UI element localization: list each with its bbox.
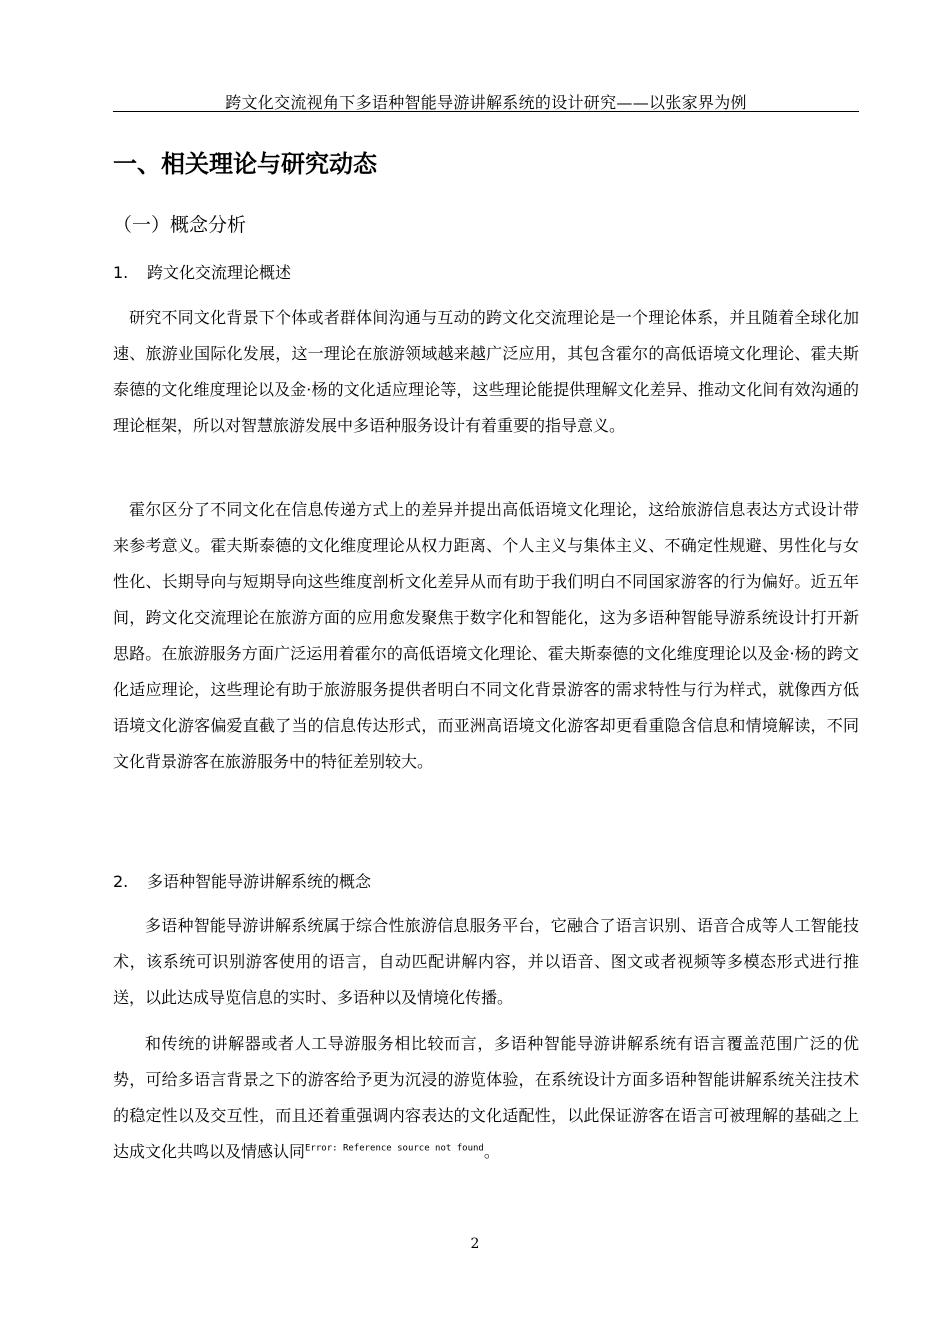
paragraph-4 xyxy=(113,1026,859,1170)
subheading-2-number: 2. xyxy=(113,872,129,891)
paragraph-4-text: 和传统的讲解器或者人工导游服务相比较而言，多语种智能导游讲解系统有语言覆盖范围广泛的优势，可给多语言背景之下的游客给予更为沉浸的游览体验，在系统设计方面多语种智能讲解系统关注技术的稳定性以及交互性，而且还着重强调内容表达的文化适配性，以此保证游客在语言可被理解的基础之上达成文化共鸣以及情感认同 xyxy=(113,1034,859,1161)
paragraph-3: 多语种智能导游讲解系统属于综合性旅游信息服务平台，它融合了语言识别、语音合成等人工智能技术，该系统可识别游客使用的语言，自动匹配讲解内容，并以语音、图文或者视频等多模态形式进行推送，以此达成导览信息的实时、多语种以及情境化传播。 xyxy=(113,916,859,1007)
header-divider xyxy=(113,111,859,112)
subheading-2-title: 多语种智能导游讲解系统的概念 xyxy=(147,872,372,891)
paragraph-4-end: 。 xyxy=(483,1142,500,1161)
reference-error-citation[interactable]: Error: Reference source not found xyxy=(305,1143,484,1154)
paragraph-2: 霍尔区分了不同文化在信息传递方式上的差异并提出高低语境文化理论，这给旅游信息表达方式设计带来参考意义。霍夫斯泰德的文化维度理论从权力距离、个人主义与集体主义、不确定性规避、男性化与女性化、长期导向与短期导向这些维度剖析文化差异从而有助于我们明白不同国家游客的行为偏好。近五年间，跨文化交流理论在旅游方面的应用愈发聚焦于数字化和智能化，这为多语种智能导游系统设计打开新思路。在旅游服务方面广泛运用着霍尔的高低语境文化理论、霍夫斯泰德的文化维度理论以及金·杨的跨文化适应理论，这些理论有助于旅游服务提供者明白不同文化背景游客的需求特性与行为样式，就像西方低语境文化游客偏爱直截了当的信息传达形式，而亚洲高语境文化游客却更看重隐含信息和情境解读，不同文化背景游客在旅游服务中的特征差别较大。 xyxy=(113,500,859,771)
section-heading: 一、相关理论与研究动态 xyxy=(113,150,377,178)
page-number: 2 xyxy=(470,1236,480,1252)
subheading-1-title: 跨文化交流理论概述 xyxy=(147,263,292,282)
paragraph-1: 研究不同文化背景下个体或者群体间沟通与互动的跨文化交流理论是一个理论体系，并且随着全球化加速、旅游业国际化发展，这一理论在旅游领域越来越广泛应用，其包含霍尔的高低语境文化理论、霍夫斯泰德的文化维度理论以及金·杨的文化适应理论等，这些理论能提供理解文化差异、推动文化间有效沟通的理论框架，所以对智慧旅游发展中多语种服务设计有着重要的指导意义。 xyxy=(113,308,859,435)
subsection-heading: （一）概念分析 xyxy=(113,214,247,236)
subheading-2 xyxy=(113,869,371,895)
subheading-1 xyxy=(113,260,291,286)
subheading-1-number: 1. xyxy=(113,263,129,282)
running-header: 跨文化交流视角下多语种智能导游讲解系统的设计研究——以张家界为例 xyxy=(225,93,747,112)
